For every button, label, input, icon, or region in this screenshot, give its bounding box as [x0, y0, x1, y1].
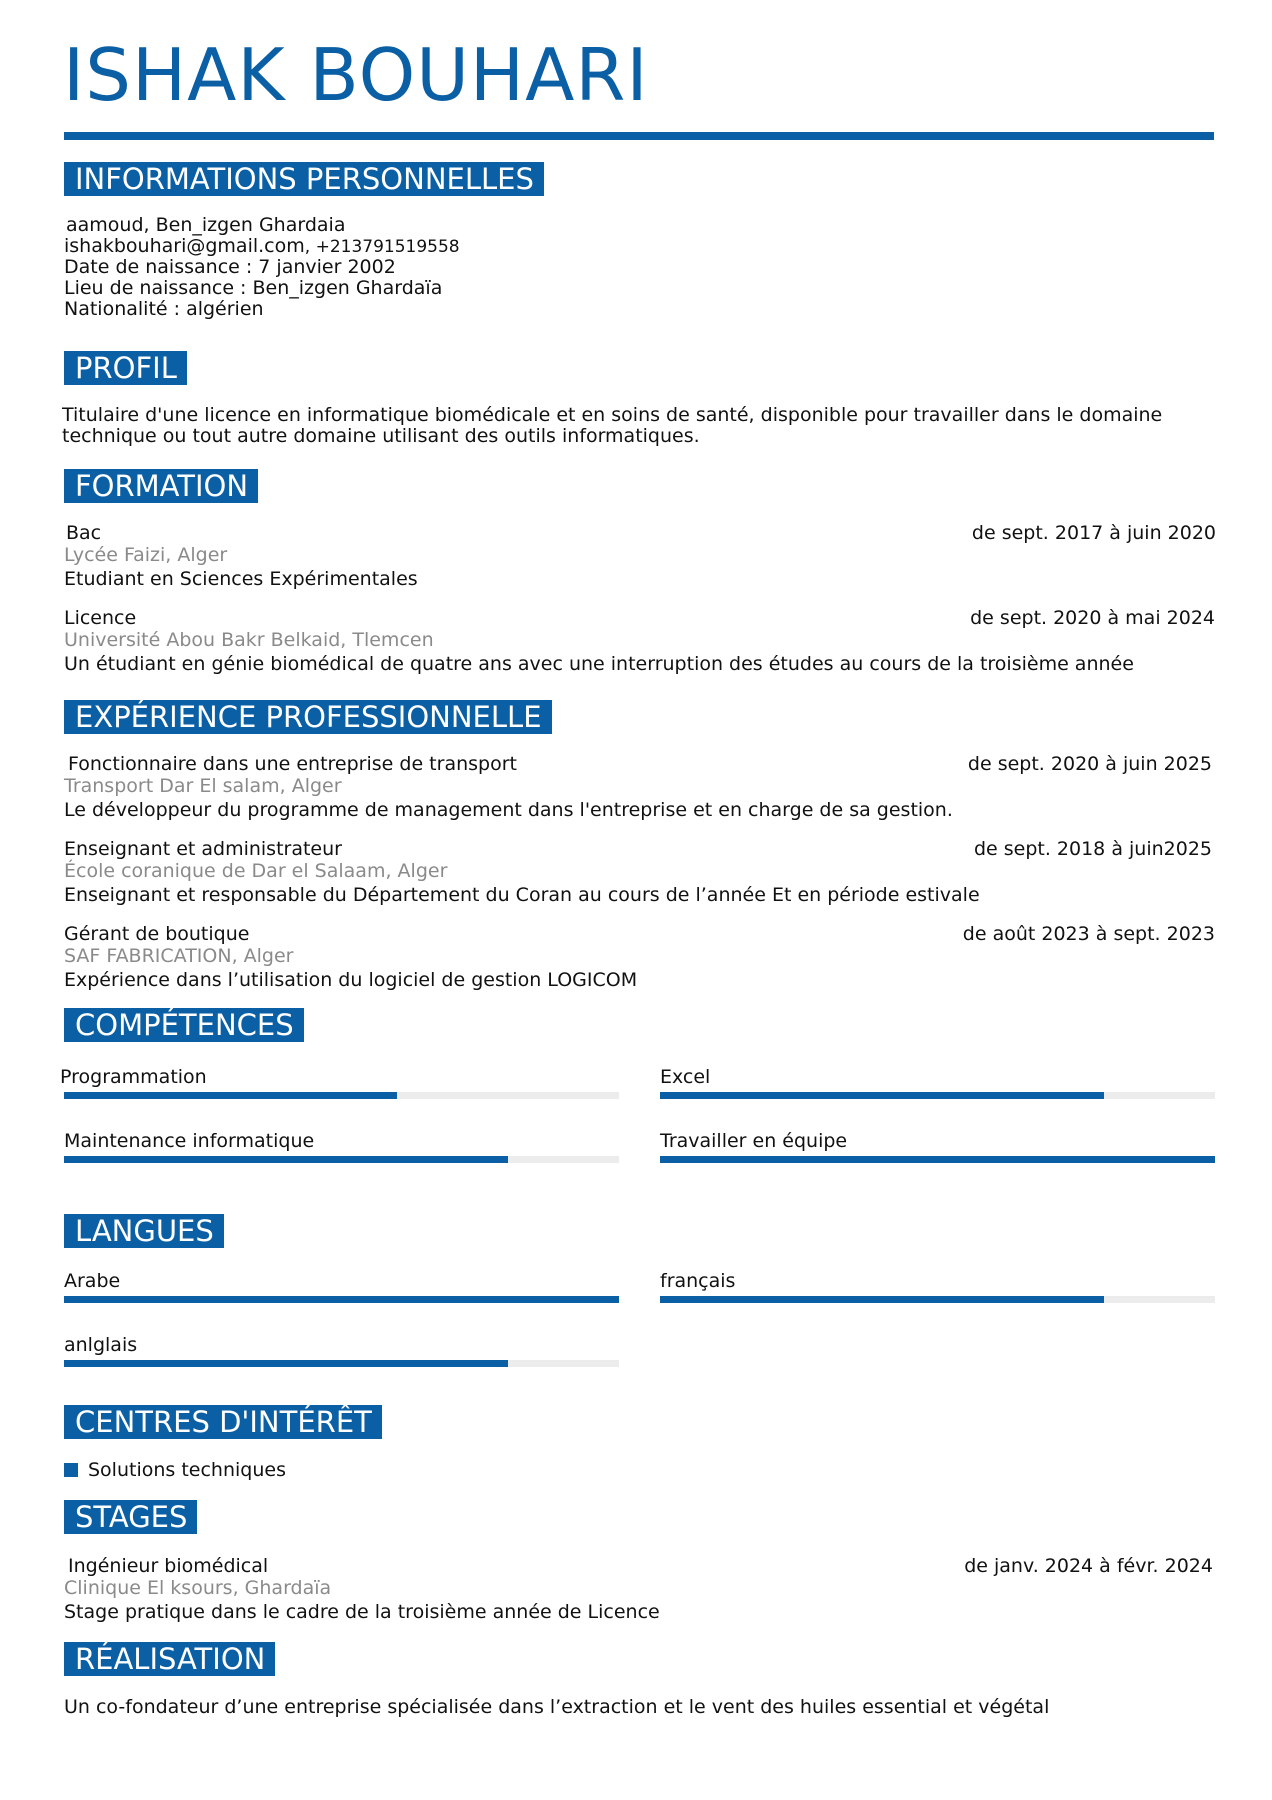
internship-dates: de janv. 2024 à févr. 2024 [964, 1555, 1213, 1577]
experience-dates: de août 2023 à sept. 2023 [962, 923, 1215, 945]
education-place: Université Abou Bakr Belkaid, Tlemcen [64, 629, 434, 651]
interest-item: Solutions techniques [88, 1459, 286, 1481]
header-rule [64, 132, 1214, 140]
internship-place: Clinique El ksours, Ghardaïa [64, 1577, 332, 1599]
experience-description: Enseignant et responsable du Département du Coran au cours de l’année Et en période estivale [64, 884, 980, 906]
language-level-fill [660, 1296, 1104, 1303]
skill-level-bar [660, 1092, 1215, 1099]
education-title: Licence [64, 607, 137, 629]
education-description: Un étudiant en génie biomédical de quatre ans avec une interruption des études au cours de la troisième année [64, 653, 1134, 675]
internship-description: Stage pratique dans le cadre de la troisième année de Licence [64, 1601, 660, 1623]
skill-level-fill [660, 1092, 1104, 1099]
language-level-bar [660, 1296, 1215, 1303]
section-heading-experience: EXPÉRIENCE PROFESSIONNELLE [64, 700, 552, 734]
experience-title: Gérant de boutique [64, 923, 250, 945]
education-title: Bac [66, 522, 102, 544]
internship-title: Ingénieur biomédical [68, 1555, 269, 1577]
skill-level-bar [64, 1092, 619, 1099]
phone-text: , +213791519558 [304, 237, 460, 257]
skill-level-bar [660, 1156, 1215, 1163]
section-heading-skills: COMPÉTENCES [64, 1008, 304, 1042]
achievement-text: Un co-fondateur d’une entreprise spécialisée dans l’extraction et le vent des huiles essential et végétal [64, 1696, 1050, 1718]
skill-label: Maintenance informatique [64, 1130, 315, 1152]
education-place: Lycée Faizi, Alger [64, 544, 228, 566]
education-description: Etudiant en Sciences Expérimentales [64, 568, 418, 590]
language-label: français [660, 1270, 736, 1292]
section-heading-internships: STAGES [64, 1500, 197, 1534]
skill-level-fill [660, 1156, 1215, 1163]
skill-level-fill [64, 1156, 508, 1163]
section-heading-languages: LANGUES [64, 1214, 224, 1248]
birth-date-text: Date de naissance : 7 janvier 2002 [64, 256, 396, 278]
address-text: aamoud, Ben_izgen Ghardaia [66, 214, 346, 236]
section-heading-achievement: RÉALISATION [64, 1642, 275, 1676]
language-level-bar [64, 1360, 619, 1367]
skill-label: Programmation [60, 1066, 207, 1088]
language-label: Arabe [64, 1270, 121, 1292]
skill-label: Excel [660, 1066, 711, 1088]
experience-dates: de sept. 2018 à juin2025 [973, 838, 1212, 860]
language-level-fill [64, 1360, 508, 1367]
experience-place: Transport Dar El salam, Alger [64, 775, 342, 797]
education-dates: de sept. 2020 à mai 2024 [970, 607, 1215, 629]
section-heading-personal: INFORMATIONS PERSONNELLES [64, 162, 544, 196]
experience-title: Enseignant et administrateur [64, 838, 342, 860]
birth-place-text: Lieu de naissance : Ben_izgen Ghardaïa [64, 277, 443, 299]
nationality-text: Nationalité : algérien [64, 298, 264, 320]
experience-dates: de sept. 2020 à juin 2025 [967, 753, 1212, 775]
candidate-name: ISHAK BOUHARI [63, 33, 649, 117]
section-heading-interests: CENTRES D'INTÉRÊT [64, 1405, 382, 1439]
experience-place: École coranique de Dar el Salaam, Alger [64, 860, 448, 882]
experience-title: Fonctionnaire dans une entreprise de transport [68, 753, 517, 775]
language-level-bar [64, 1296, 619, 1303]
language-label: anlglais [64, 1334, 138, 1356]
skill-label: Travailler en équipe [660, 1130, 848, 1152]
experience-description: Expérience dans l’utilisation du logiciel de gestion LOGICOM [64, 969, 638, 991]
contact-line [64, 235, 460, 258]
bullet-square-icon [64, 1463, 78, 1477]
section-heading-profile: PROFIL [64, 351, 187, 385]
email-text: ishakbouhari@gmail.com [64, 235, 305, 257]
education-dates: de sept. 2017 à juin 2020 [971, 522, 1216, 544]
skill-level-fill [64, 1092, 397, 1099]
experience-description: Le développeur du programme de management dans l'entreprise et en charge de sa gestion. [64, 799, 953, 821]
profile-line-1: Titulaire d'une licence en informatique biomédicale et en soins de santé, disponible pour travailler dans le domaine [62, 404, 1163, 426]
experience-place: SAF FABRICATION, Alger [64, 945, 294, 967]
skill-level-bar [64, 1156, 619, 1163]
section-heading-education: FORMATION [64, 469, 258, 503]
profile-line-2: technique ou tout autre domaine utilisant des outils informatiques. [62, 425, 700, 447]
language-level-fill [64, 1296, 619, 1303]
